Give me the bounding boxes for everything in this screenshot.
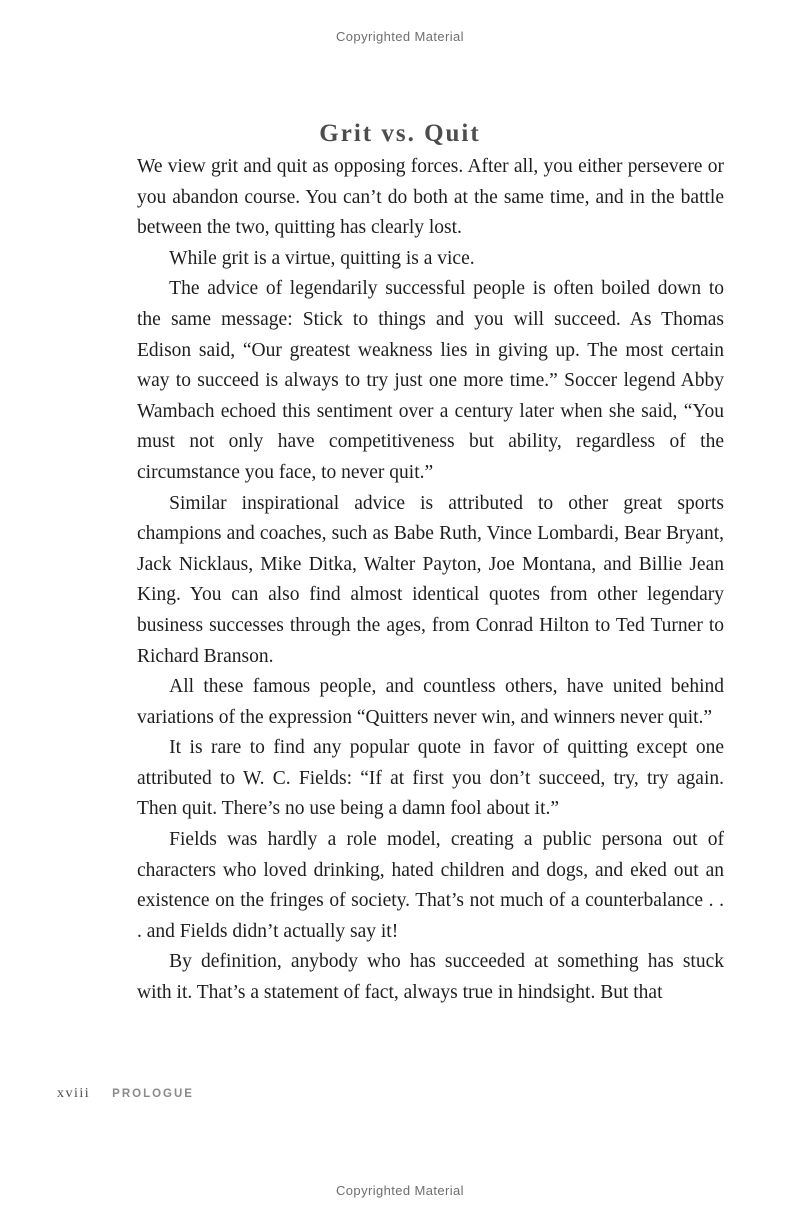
section-label: PROLOGUE [112,1088,194,1100]
paragraph: Fields was hardly a role model, creating a public persona out of characters who loved drinking, hated children and dogs, and eked out an existence on the fringes of society. That’s not much of a counterbalance . . . and Fields didn’t actually say it! [137,829,724,942]
paragraph: Similar inspirational advice is attributed to other great sports champions and coaches, such as Babe Ruth, Vince Lombardi, Bear Bryant, Jack Nicklaus, Mike Ditka, Walter Payton, Joe Montana, and Billie Jean King. You can also find almost identical quotes from other legendary business successes through the ages, from Conrad Hilton to Ted Turner to Richard Branson. [137,492,724,667]
copyright-notice-top: Copyrighted Material [336,29,464,44]
body-paragraphs [137,152,724,1009]
paragraph: All these famous people, and countless others, have united behind variations of the expression “Quitters never win, and winners never quit.” [137,676,724,728]
paragraph: We view grit and quit as opposing forces. After all, you either persevere or you abandon course. You can’t do both at the same time, and in the battle between the two, quitting has clearly lost. [137,156,724,239]
copyright-notice-bottom: Copyrighted Material [336,1183,464,1198]
chapter-heading: Grit vs. Quit [319,119,481,147]
paragraph: It is rare to find any popular quote in favor of quitting except one attributed to W. C. Fields: “If at first you don’t succeed, try, try again. Then quit. There’s no use being a damn fool about it.” [137,737,724,820]
page-number: xviii [57,1086,91,1101]
paragraph: The advice of legendarily successful people is often boiled down to the same message: Stick to things and you will succeed. As Thomas Edison said, “Our greatest weakness lies in giving up. The most certain way to succeed is always to try just one more time.” Soccer legend Abby Wambach echoed this sentiment over a century later when she said, “You must not only have competitiveness but ability, regardless of the circumstance you face, to never quit.” [137,278,724,483]
paragraph: While grit is a virtue, quitting is a vice. [169,247,475,269]
page-footer [57,1086,194,1102]
paragraph: By definition, anybody who has succeeded at something has stuck with it. That’s a statement of fact, always true in hindsight. But that [137,951,724,1004]
